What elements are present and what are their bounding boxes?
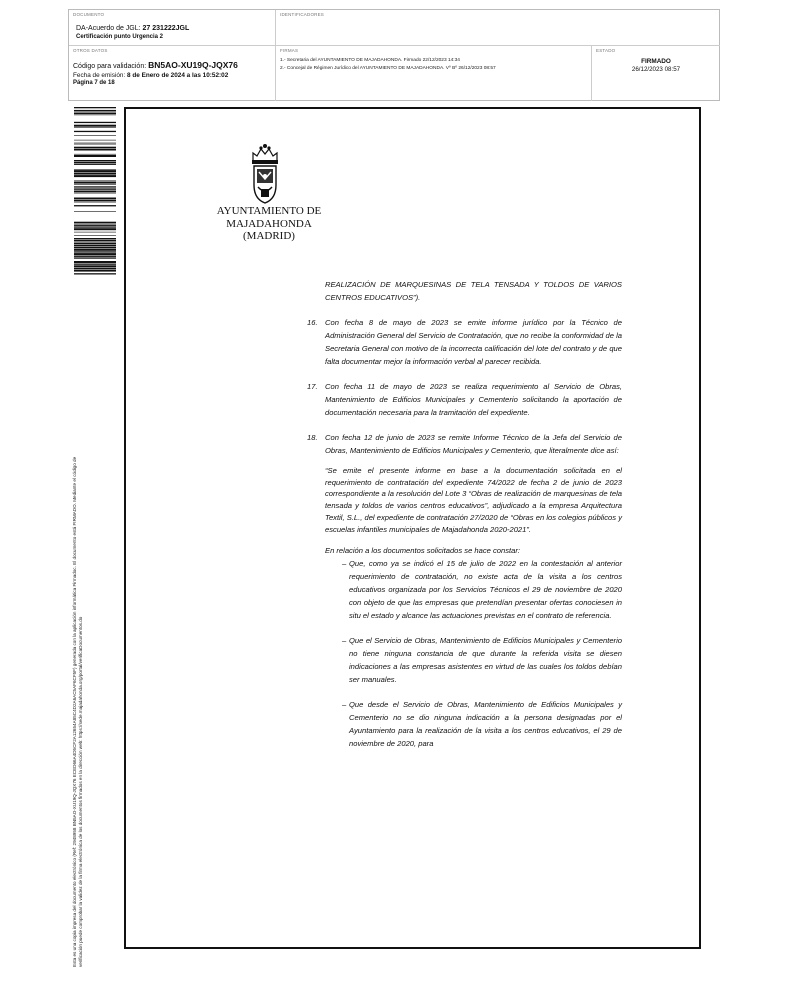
fecha-prefix: Fecha de emisión:: [73, 72, 127, 79]
numbered-item: [302, 316, 622, 368]
bullet-marker: –: [342, 700, 347, 710]
fecha-emision: [73, 72, 228, 79]
firma-line-2: 2.- Concejal de Régimen Jurídico del AYUNTAMIENTO DE MAJADAHONDA. Vº Bº 26/12/2023 08:57: [280, 66, 496, 71]
bullet-marker: –: [342, 559, 347, 569]
bullet-marker: –: [342, 636, 347, 646]
item-text: Con fecha 11 de mayo de 2023 se realiza requerimiento al Servicio de Obras, Mantenimiento de Edificios Municipales y Cementerio solicitando la aportación de documentación necesaria para la tramitación del expediente.: [325, 382, 622, 417]
identificadores-caption: IDENTIFICADORES: [280, 12, 325, 17]
codigo-value: BN5AO-XU19Q-JQX76: [148, 60, 238, 70]
otros-datos-cell: [69, 46, 276, 101]
fecha-value: 8 de Enero de 2024 a las 10:52:02: [127, 72, 229, 79]
documento-value: 27 231222JGL: [142, 25, 190, 32]
documento-prefix: DA-Acuerdo de JGL:: [76, 25, 143, 32]
estado-date: 26/12/2023 08:57: [631, 66, 681, 73]
bullet-text: Que, como ya se indicó el 15 de julio de 2022 en la contestación al anterior requerimiento de contratación, no existe acta de la visita a los centros educativos organizada por los Servicios Técnicos el 29 de noviembre de 2020 con objeto de que las empresas que pretendían presentar ofertas conociesen in situ el estado y alcance las actuaciones previstas en el contrato de referencia.: [349, 559, 622, 621]
side-text-line-2: verificación puede comprobar la validez de la firma electrónica de los documentos firmados en la dirección web: https://sede.majadahonda.org/portal/verificaDocumentos.do: [78, 616, 84, 967]
identificadores-cell: [276, 10, 720, 46]
relacion-paragraph: En relación a los documentos solicitados se hace constar:: [325, 546, 521, 556]
item-text: Con fecha 12 de junio de 2023 se remite Informe Técnico de la Jefa del Servicio de Obras, Mantenimiento de Edificios Municipales y Cementerio, que literalmente dice así:: [325, 433, 622, 455]
estado-caption: ESTADO: [596, 48, 616, 53]
barcode: [74, 107, 116, 277]
bullet-item: [302, 557, 622, 622]
document-header: [68, 9, 720, 101]
item-number: 17.: [307, 382, 318, 391]
letterhead-line-3: (MADRID): [243, 230, 295, 242]
bullet-text: Que desde el Servicio de Obras, Mantenimiento de Edificios Municipales y Cementerio no se dio ninguna indicación a la persona designadas por el Ayuntamiento para la realización de la visita a los centros educativos, el 29 de noviembre de 2020, para: [349, 700, 622, 749]
bullet-text: Que el Servicio de Obras, Mantenimiento de Edificios Municipales y Cementerio no tiene ninguna constancia de que durante la referida visita se diesen indicaciones a las empresas asistentes en virtud de las cuales los toldos debían ser manuales.: [349, 636, 622, 685]
firmas-cell: [276, 46, 592, 101]
side-text-line-1: Esta es una copia impresa del documento electrónico (Ref: 2948958 BN5AO-XU19Q-JQX76 ECED66A4D5CF2A12654A85C4D2A6AC5AF6CF5F) generada con la aplicación informática Firmadoc. El documento está FIRMADO. Mediante el código de: [72, 456, 77, 967]
documento-cell: [69, 10, 276, 46]
bullet-item: [302, 634, 622, 686]
coat-of-arms-icon: [245, 141, 285, 205]
documento-caption: DOCUMENTO: [73, 12, 105, 17]
numbered-item: [302, 380, 622, 419]
otros-datos-caption: OTROS DATOS: [73, 48, 108, 53]
numbered-item: [302, 431, 622, 457]
documento-subtitle: Certificación punto Urgencia 2: [76, 34, 164, 40]
verification-side-text: [72, 297, 84, 967]
item-text: Con fecha 8 de mayo de 2023 se emite informe jurídico por la Técnico de Administración General del Servicio de Contratación, que no recibe la conformidad de la Secretaria General con motivo de la incorrecta calificación del lote del contrato y de que falta documentar mejor la información verbal al parecer recibida.: [325, 318, 622, 366]
letterhead-line-2: MAJADAHONDA: [226, 217, 312, 230]
letterhead-line-1: AYUNTAMIENTO DE: [216, 205, 322, 217]
firmas-caption: FIRMAS: [280, 48, 299, 53]
documento-line: [76, 25, 189, 32]
estado-cell: [592, 46, 720, 101]
quoted-report: “Se emite el presente informe en base a la documentación solicitada en el requerimiento de contratación del expediente 74/2022 de fecha 2 de junio de 2023 correspondiente a la resolución del Lote 3 “Obras de realización de marquesinas de tela tensada y toldos de varios centros educativos”, adjudicado a la empresa Arquitectura Textil, S.L., del expediente de contratación 27/2020 de “Obras en los colegios públicos y escuelas infantiles municipales de Majadahonda 2020-2021”.: [325, 466, 622, 534]
item-number: 18.: [307, 433, 318, 442]
estado-status: FIRMADO: [641, 58, 671, 65]
intro-paragraph: REALIZACIÓN DE MARQUESINAS DE TELA TENSADA Y TOLDOS DE VARIOS CENTROS EDUCATIVOS”).: [325, 280, 622, 302]
codigo-validacion: [73, 60, 238, 70]
codigo-prefix: Código para validación:: [73, 63, 149, 70]
item-number: 16.: [307, 318, 318, 327]
page-number: Página 7 de 18: [73, 80, 115, 86]
letterhead: [210, 205, 328, 243]
bullet-item: [302, 698, 622, 750]
document-body: [302, 278, 622, 750]
firma-line-1: 1.- Secretaria del AYUNTAMIENTO DE MAJADAHONDA. Firmado 22/12/2023 14:34: [280, 58, 460, 63]
